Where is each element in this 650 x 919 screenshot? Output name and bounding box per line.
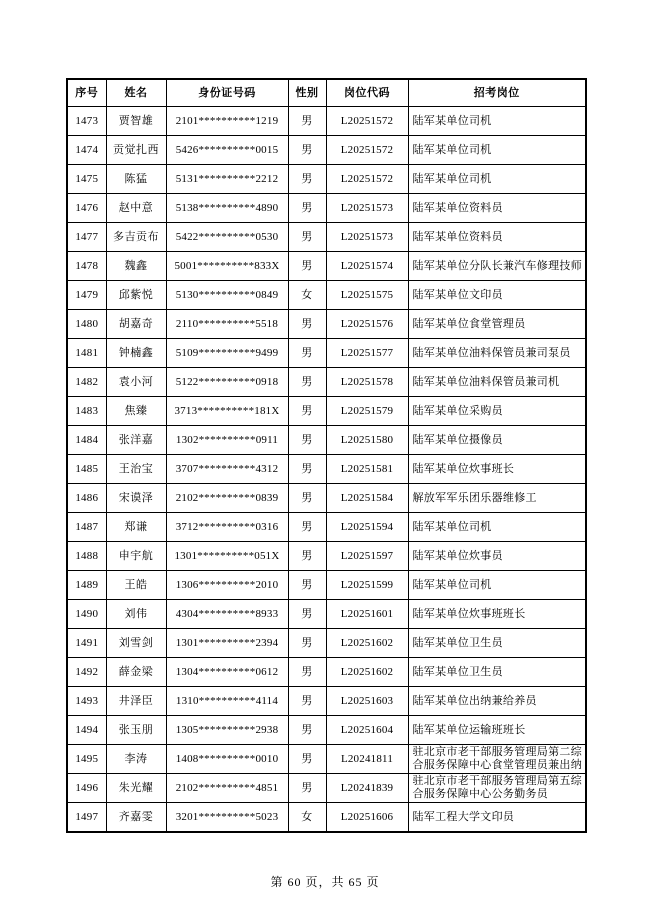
cell-id: 4304**********8933 — [166, 600, 288, 629]
cell-serial: 1492 — [67, 658, 106, 687]
table-row — [67, 194, 586, 223]
cell-code: L20251574 — [326, 252, 408, 281]
cell-gender: 男 — [288, 426, 326, 455]
cell-name: 多吉贡布 — [106, 223, 166, 252]
cell-code: L20251594 — [326, 513, 408, 542]
cell-gender: 男 — [288, 571, 326, 600]
cell-serial: 1490 — [67, 600, 106, 629]
cell-position: 陆军某单位油料保管员兼司机 — [408, 368, 586, 397]
cell-id: 2102**********4851 — [166, 774, 288, 803]
table-row — [67, 803, 586, 833]
cell-serial: 1489 — [67, 571, 106, 600]
cell-code: L20251584 — [326, 484, 408, 513]
header-cell-serial: 序号 — [67, 79, 106, 107]
cell-name: 袁小河 — [106, 368, 166, 397]
cell-position: 陆军某单位炊事班班长 — [408, 600, 586, 629]
cell-name: 张洋嘉 — [106, 426, 166, 455]
header-cell-id: 身份证号码 — [166, 79, 288, 107]
cell-code: L20251601 — [326, 600, 408, 629]
cell-id: 5131**********2212 — [166, 165, 288, 194]
cell-gender: 男 — [288, 774, 326, 803]
cell-code: L20251577 — [326, 339, 408, 368]
table-row — [67, 455, 586, 484]
cell-id: 1310**********4114 — [166, 687, 288, 716]
cell-name: 贡觉扎西 — [106, 136, 166, 165]
cell-name: 郑谦 — [106, 513, 166, 542]
cell-code: L20251603 — [326, 687, 408, 716]
cell-position: 陆军某单位炊事员 — [408, 542, 586, 571]
cell-name: 钟楠鑫 — [106, 339, 166, 368]
table-row — [67, 165, 586, 194]
header-cell-code: 岗位代码 — [326, 79, 408, 107]
table-row — [67, 484, 586, 513]
cell-gender: 男 — [288, 600, 326, 629]
cell-position: 解放军军乐团乐器维修工 — [408, 484, 586, 513]
table-row — [67, 542, 586, 571]
cell-code: L20251579 — [326, 397, 408, 426]
table-row — [67, 658, 586, 687]
cell-name: 焦臻 — [106, 397, 166, 426]
cell-id: 5109**********9499 — [166, 339, 288, 368]
cell-name: 王治宝 — [106, 455, 166, 484]
cell-code: L20251597 — [326, 542, 408, 571]
cell-id: 3712**********0316 — [166, 513, 288, 542]
page-number-footer: 第 60 页，共 65 页 — [270, 875, 380, 889]
cell-id: 5122**********0918 — [166, 368, 288, 397]
cell-serial: 1480 — [67, 310, 106, 339]
cell-gender: 男 — [288, 368, 326, 397]
cell-position: 陆军某单位摄像员 — [408, 426, 586, 455]
cell-code: L20251572 — [326, 136, 408, 165]
cell-position: 陆军某单位司机 — [408, 165, 586, 194]
table-row — [67, 687, 586, 716]
cell-serial: 1483 — [67, 397, 106, 426]
cell-position: 陆军某单位资料员 — [408, 194, 586, 223]
cell-code: L20251604 — [326, 716, 408, 745]
cell-gender: 男 — [288, 223, 326, 252]
cell-gender: 男 — [288, 484, 326, 513]
cell-name: 井泽臣 — [106, 687, 166, 716]
cell-position: 陆军某单位司机 — [408, 513, 586, 542]
cell-serial: 1486 — [67, 484, 106, 513]
cell-position: 陆军某单位运输班班长 — [408, 716, 586, 745]
cell-id: 5426**********0015 — [166, 136, 288, 165]
cell-serial: 1497 — [67, 803, 106, 833]
cell-gender: 男 — [288, 165, 326, 194]
cell-id: 1302**********0911 — [166, 426, 288, 455]
table-row — [67, 368, 586, 397]
table-row — [67, 339, 586, 368]
cell-position: 驻北京市老干部服务管理局第五综合服务保障中心公务勤务员 — [408, 774, 586, 803]
cell-code: L20251573 — [326, 223, 408, 252]
cell-id: 3707**********4312 — [166, 455, 288, 484]
cell-code: L20251572 — [326, 107, 408, 136]
cell-name: 李涛 — [106, 745, 166, 774]
cell-code: L20251575 — [326, 281, 408, 310]
cell-id: 2101**********1219 — [166, 107, 288, 136]
table-row — [67, 716, 586, 745]
cell-gender: 男 — [288, 455, 326, 484]
cell-gender: 男 — [288, 513, 326, 542]
cell-name: 齐嘉雯 — [106, 803, 166, 833]
cell-position: 陆军某单位司机 — [408, 136, 586, 165]
cell-code: L20251602 — [326, 658, 408, 687]
cell-code: L20251580 — [326, 426, 408, 455]
cell-name: 薛金梁 — [106, 658, 166, 687]
cell-id: 1301**********051X — [166, 542, 288, 571]
cell-gender: 男 — [288, 542, 326, 571]
cell-serial: 1473 — [67, 107, 106, 136]
cell-name: 申宇航 — [106, 542, 166, 571]
table-row — [67, 629, 586, 658]
cell-name: 贾智雄 — [106, 107, 166, 136]
cell-gender: 男 — [288, 629, 326, 658]
cell-name: 宋谟泽 — [106, 484, 166, 513]
cell-name: 陈猛 — [106, 165, 166, 194]
cell-name: 胡嘉奇 — [106, 310, 166, 339]
cell-gender: 男 — [288, 136, 326, 165]
cell-position: 陆军某单位食堂管理员 — [408, 310, 586, 339]
cell-serial: 1485 — [67, 455, 106, 484]
cell-position: 陆军某单位资料员 — [408, 223, 586, 252]
table-row — [67, 426, 586, 455]
header-cell-name: 姓名 — [106, 79, 166, 107]
cell-name: 王皓 — [106, 571, 166, 600]
cell-position: 陆军某单位卫生员 — [408, 629, 586, 658]
table-body — [67, 107, 586, 833]
cell-gender: 男 — [288, 687, 326, 716]
cell-code: L20251602 — [326, 629, 408, 658]
cell-serial: 1479 — [67, 281, 106, 310]
cell-id: 5138**********4890 — [166, 194, 288, 223]
cell-code: L20251573 — [326, 194, 408, 223]
cell-name: 刘伟 — [106, 600, 166, 629]
table-row — [67, 107, 586, 136]
cell-gender: 男 — [288, 716, 326, 745]
cell-id: 1305**********2938 — [166, 716, 288, 745]
cell-id: 5001**********833X — [166, 252, 288, 281]
cell-id: 5422**********0530 — [166, 223, 288, 252]
cell-code: L20251576 — [326, 310, 408, 339]
cell-code: L20251581 — [326, 455, 408, 484]
cell-code: L20251572 — [326, 165, 408, 194]
recruitment-roster-table — [66, 78, 587, 833]
cell-position: 陆军某单位采购员 — [408, 397, 586, 426]
cell-position: 陆军某单位卫生员 — [408, 658, 586, 687]
cell-name: 魏鑫 — [106, 252, 166, 281]
cell-gender: 男 — [288, 107, 326, 136]
table-row — [67, 513, 586, 542]
cell-serial: 1481 — [67, 339, 106, 368]
cell-id: 1306**********2010 — [166, 571, 288, 600]
cell-gender: 男 — [288, 252, 326, 281]
cell-gender: 女 — [288, 281, 326, 310]
cell-position: 陆军某单位司机 — [408, 107, 586, 136]
cell-id: 2102**********0839 — [166, 484, 288, 513]
cell-gender: 男 — [288, 745, 326, 774]
cell-position: 陆军工程大学文印员 — [408, 803, 586, 833]
cell-serial: 1493 — [67, 687, 106, 716]
cell-position: 陆军某单位出纳兼给养员 — [408, 687, 586, 716]
cell-id: 3713**********181X — [166, 397, 288, 426]
cell-gender: 男 — [288, 194, 326, 223]
table-row — [67, 774, 586, 803]
header-cell-position: 招考岗位 — [408, 79, 586, 107]
cell-serial: 1478 — [67, 252, 106, 281]
cell-name: 赵中意 — [106, 194, 166, 223]
table-row — [67, 571, 586, 600]
cell-position: 陆军某单位油料保管员兼司泵员 — [408, 339, 586, 368]
cell-code: L20251606 — [326, 803, 408, 833]
cell-name: 张玉朋 — [106, 716, 166, 745]
cell-serial: 1488 — [67, 542, 106, 571]
cell-position: 陆军某单位司机 — [408, 571, 586, 600]
cell-serial: 1491 — [67, 629, 106, 658]
cell-gender: 男 — [288, 339, 326, 368]
table-row — [67, 600, 586, 629]
cell-serial: 1495 — [67, 745, 106, 774]
cell-position: 陆军某单位炊事班长 — [408, 455, 586, 484]
cell-id: 5130**********0849 — [166, 281, 288, 310]
cell-code: L20251578 — [326, 368, 408, 397]
cell-serial: 1477 — [67, 223, 106, 252]
cell-code: L20241811 — [326, 745, 408, 774]
table-row — [67, 397, 586, 426]
cell-name: 刘雪剑 — [106, 629, 166, 658]
cell-serial: 1476 — [67, 194, 106, 223]
cell-serial: 1474 — [67, 136, 106, 165]
cell-serial: 1487 — [67, 513, 106, 542]
cell-serial: 1482 — [67, 368, 106, 397]
cell-id: 3201**********5023 — [166, 803, 288, 833]
cell-id: 1301**********2394 — [166, 629, 288, 658]
table-row — [67, 252, 586, 281]
cell-serial: 1494 — [67, 716, 106, 745]
table-row — [67, 745, 586, 774]
cell-serial: 1484 — [67, 426, 106, 455]
table-row — [67, 223, 586, 252]
table-row — [67, 136, 586, 165]
table-row — [67, 310, 586, 339]
table-row — [67, 281, 586, 310]
cell-name: 邱紫悦 — [106, 281, 166, 310]
cell-serial: 1496 — [67, 774, 106, 803]
cell-gender: 男 — [288, 397, 326, 426]
cell-code: L20251599 — [326, 571, 408, 600]
cell-id: 1408**********0010 — [166, 745, 288, 774]
table-header-row — [67, 79, 586, 107]
header-cell-gender: 性别 — [288, 79, 326, 107]
cell-serial: 1475 — [67, 165, 106, 194]
cell-gender: 女 — [288, 803, 326, 833]
cell-code: L20241839 — [326, 774, 408, 803]
cell-position: 陆军某单位分队长兼汽车修理技师 — [408, 252, 586, 281]
cell-gender: 男 — [288, 658, 326, 687]
cell-id: 2110**********5518 — [166, 310, 288, 339]
cell-gender: 男 — [288, 310, 326, 339]
cell-id: 1304**********0612 — [166, 658, 288, 687]
cell-name: 朱光耀 — [106, 774, 166, 803]
cell-position: 驻北京市老干部服务管理局第二综合服务保障中心食堂管理员兼出纳 — [408, 745, 586, 774]
cell-position: 陆军某单位文印员 — [408, 281, 586, 310]
